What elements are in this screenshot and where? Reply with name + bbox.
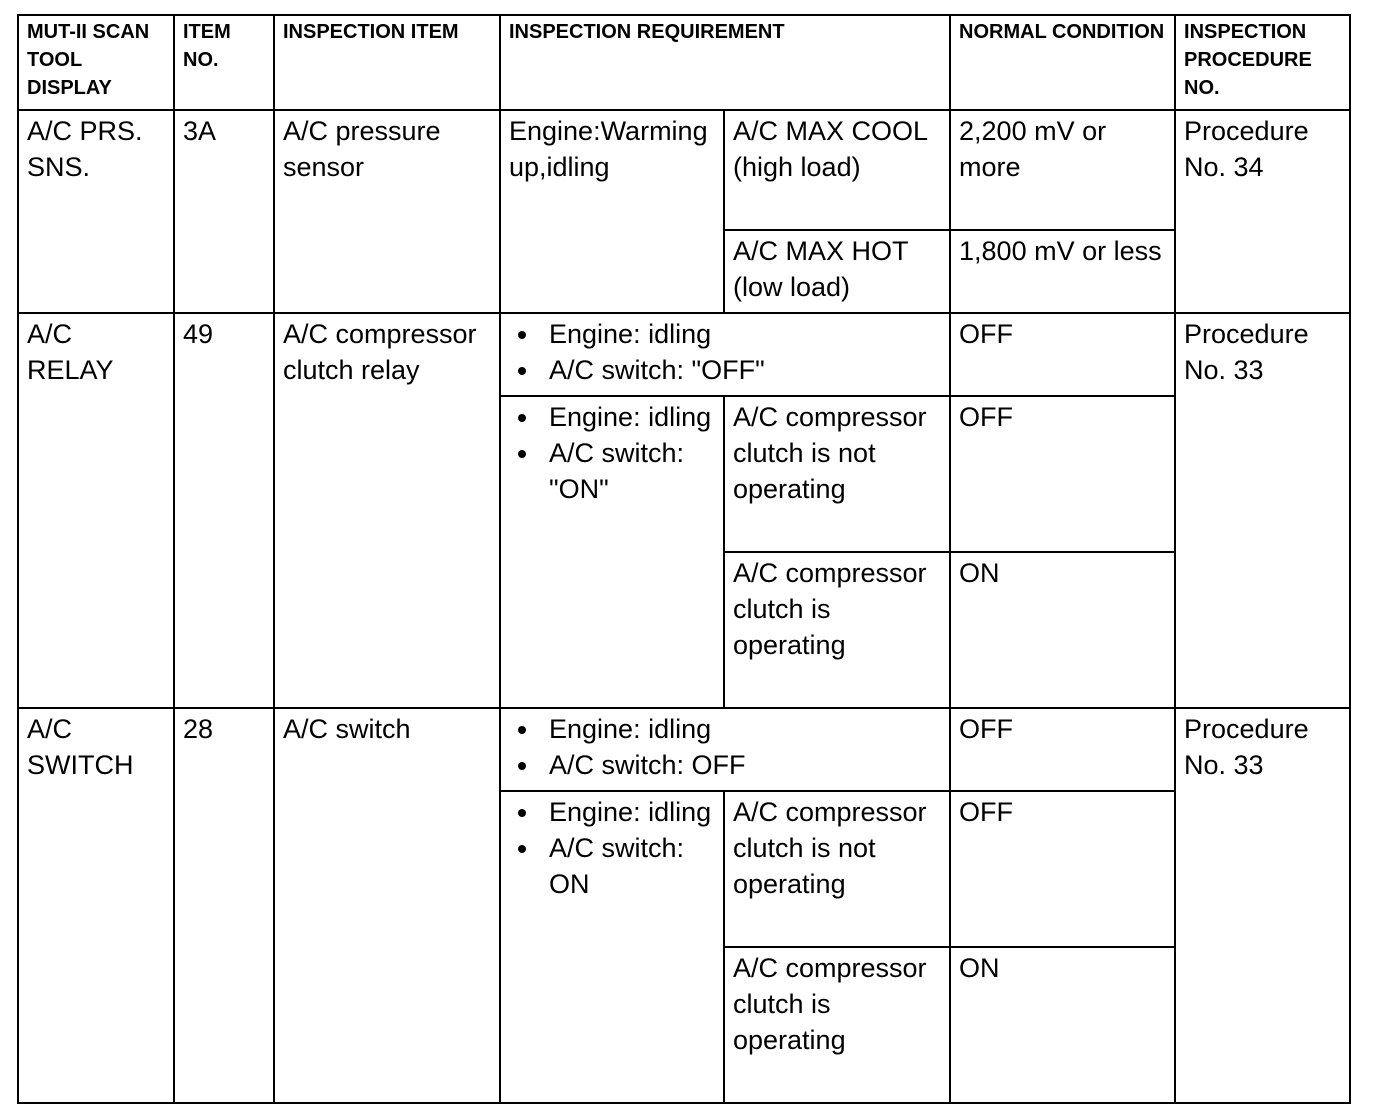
cell-normal-condition: 1,800 mV or less — [950, 230, 1175, 313]
requirement-list — [509, 399, 715, 507]
cell-normal-condition: ON — [950, 552, 1175, 708]
cell-procedure: Procedure No. 33 — [1175, 313, 1350, 708]
cell-inspection-item: A/C switch — [274, 708, 500, 1103]
cell-normal-condition: OFF — [950, 313, 1175, 396]
cell-inspection-item: A/C compressor clutch relay — [274, 313, 500, 708]
list-item: Engine: idling — [509, 794, 715, 830]
header-inspection-item: INSPECTION ITEM — [274, 15, 500, 110]
inspection-table — [17, 14, 1351, 1104]
header-inspection-requirement: INSPECTION REQUIREMENT — [500, 15, 950, 110]
cell-display: A/C PRS. SNS. — [18, 110, 174, 313]
cell-display: A/C RELAY — [18, 313, 174, 708]
cell-requirement-off — [500, 708, 950, 791]
cell-item-no: 3A — [174, 110, 274, 313]
requirement-list — [509, 316, 941, 388]
cell-sub-condition: A/C compressor clutch is not operating — [724, 396, 950, 552]
list-item: A/C switch: OFF — [509, 747, 941, 783]
header-inspection-procedure-no: INSPECTION PROCEDURE NO. — [1175, 15, 1350, 110]
cell-procedure: Procedure No. 33 — [1175, 708, 1350, 1103]
cell-item-no: 28 — [174, 708, 274, 1103]
cell-sub-condition: A/C MAX COOL (high load) — [724, 110, 950, 230]
cell-normal-condition: OFF — [950, 708, 1175, 791]
cell-normal-condition: OFF — [950, 791, 1175, 947]
header-row — [18, 15, 1350, 110]
cell-requirement-off — [500, 313, 950, 396]
cell-sub-condition: A/C compressor clutch is operating — [724, 552, 950, 708]
cell-normal-condition: 2,200 mV or more — [950, 110, 1175, 230]
list-item: Engine: idling — [509, 711, 941, 747]
requirement-list — [509, 711, 941, 783]
header-scan-tool-display: MUT-II SCAN TOOL DISPLAY — [18, 15, 174, 110]
cell-requirement-on — [500, 396, 724, 708]
cell-sub-condition: A/C MAX HOT (low load) — [724, 230, 950, 313]
list-item: Engine: idling — [509, 316, 941, 352]
cell-requirement: Engine:Warming up,idling — [500, 110, 724, 313]
table-row — [18, 313, 1350, 396]
requirement-list — [509, 794, 715, 902]
header-normal-condition: NORMAL CONDITION — [950, 15, 1175, 110]
list-item: A/C switch: "OFF" — [509, 352, 941, 388]
cell-display: A/C SWITCH — [18, 708, 174, 1103]
cell-requirement-on — [500, 791, 724, 1103]
cell-procedure: Procedure No. 34 — [1175, 110, 1350, 313]
cell-normal-condition: ON — [950, 947, 1175, 1103]
table-row — [18, 110, 1350, 230]
header-item-no: ITEM NO. — [174, 15, 274, 110]
cell-item-no: 49 — [174, 313, 274, 708]
table-row — [18, 708, 1350, 791]
list-item: A/C switch: "ON" — [509, 435, 715, 507]
list-item: Engine: idling — [509, 399, 715, 435]
cell-normal-condition: OFF — [950, 396, 1175, 552]
cell-sub-condition: A/C compressor clutch is not operating — [724, 791, 950, 947]
cell-sub-condition: A/C compressor clutch is operating — [724, 947, 950, 1103]
cell-inspection-item: A/C pressure sensor — [274, 110, 500, 313]
list-item: A/C switch: ON — [509, 830, 715, 902]
